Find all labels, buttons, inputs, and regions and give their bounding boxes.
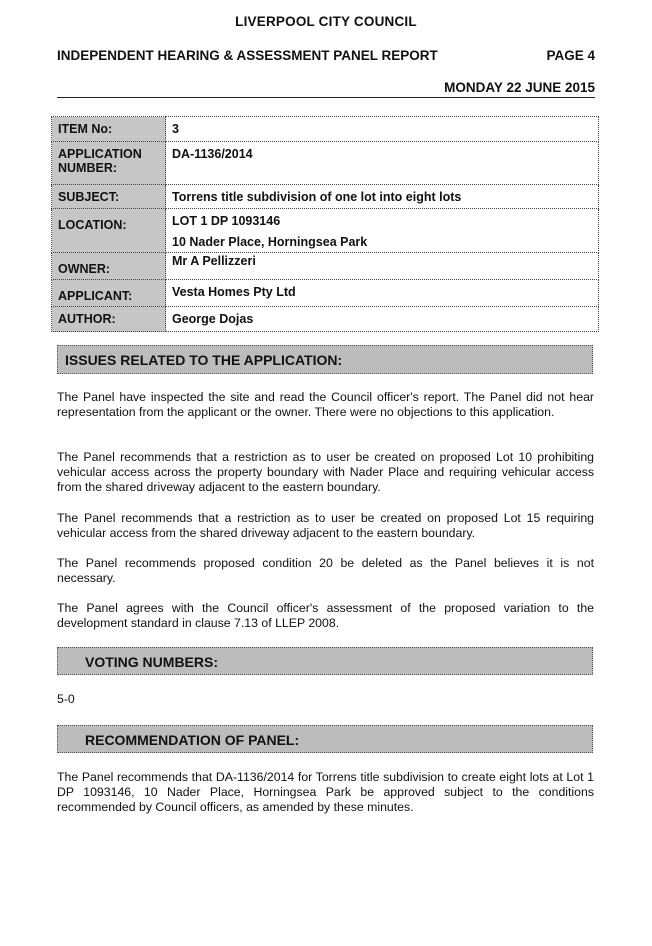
recommendation-text: The Panel recommends that DA-1136/2014 for Torrens title subdivision to create eight lots at Lot 1 DP 1093146, 10 Nader Place, Horningsea Park be approved subject to the conditions recommended by Council officers, as amended by these minutes.	[57, 770, 594, 814]
voting-heading: VOTING NUMBERS:	[57, 647, 593, 675]
location-address: 10 Nader Place, Horningsea Park	[172, 235, 368, 249]
council-name: LIVERPOOL CITY COUNCIL	[235, 14, 417, 29]
subject-value: Torrens title subdivision of one lot into eight lots	[166, 185, 599, 209]
location-label: LOCATION:	[52, 209, 166, 253]
location-lot: LOT 1 DP 1093146	[172, 214, 281, 228]
issues-heading: ISSUES RELATED TO THE APPLICATION:	[57, 345, 593, 374]
voting-result: 5-0	[57, 692, 75, 706]
table-row	[52, 185, 599, 209]
issues-paragraph: The Panel have inspected the site and read the Council officer's report. The Panel did not hear representation from the applicant or the owner. There were no objections to this application.	[57, 390, 594, 419]
issues-paragraph: The Panel recommends that a restriction as to user be created on proposed Lot 10 prohibiting vehicular access across the property boundary with Nader Place and requiring vehicular access from the shared driveway adjacent to the eastern boundary.	[57, 450, 594, 494]
applicant-label: APPLICANT:	[52, 280, 166, 307]
table-row	[52, 209, 599, 253]
meeting-date: MONDAY 22 JUNE 2015	[57, 80, 595, 98]
item-value: 3	[166, 117, 599, 142]
recommendation-heading: RECOMMENDATION OF PANEL:	[57, 725, 593, 753]
table-row	[52, 117, 599, 142]
applicant-value: Vesta Homes Pty Ltd	[166, 280, 599, 307]
owner-value: Mr A Pellizzeri	[166, 253, 599, 280]
subject-label: SUBJECT:	[52, 185, 166, 209]
location-value	[166, 209, 599, 253]
report-title: INDEPENDENT HEARING & ASSESSMENT PANEL REPORT	[57, 48, 438, 63]
issues-paragraph: The Panel recommends that a restriction as to user be created on proposed Lot 15 requiring vehicular access from the shared driveway adjacent to the eastern boundary.	[57, 511, 594, 540]
item-label: ITEM No:	[52, 117, 166, 142]
application-value: DA-1136/2014	[166, 142, 599, 185]
application-label: APPLICATION NUMBER:	[52, 142, 166, 185]
application-info-table	[51, 116, 599, 332]
author-value: George Dojas	[166, 307, 599, 332]
table-row	[52, 280, 599, 307]
owner-label: OWNER:	[52, 253, 166, 280]
table-row	[52, 142, 599, 185]
issues-paragraph: The Panel agrees with the Council officer's assessment of the proposed variation to the development standard in clause 7.13 of LLEP 2008.	[57, 601, 594, 630]
page-number: PAGE 4	[546, 48, 595, 63]
report-header	[57, 48, 595, 63]
table-row	[52, 253, 599, 280]
table-row	[52, 307, 599, 332]
issues-paragraph: The Panel recommends proposed condition 20 be deleted as the Panel believes it is not necessary.	[57, 556, 594, 585]
author-label: AUTHOR:	[52, 307, 166, 332]
